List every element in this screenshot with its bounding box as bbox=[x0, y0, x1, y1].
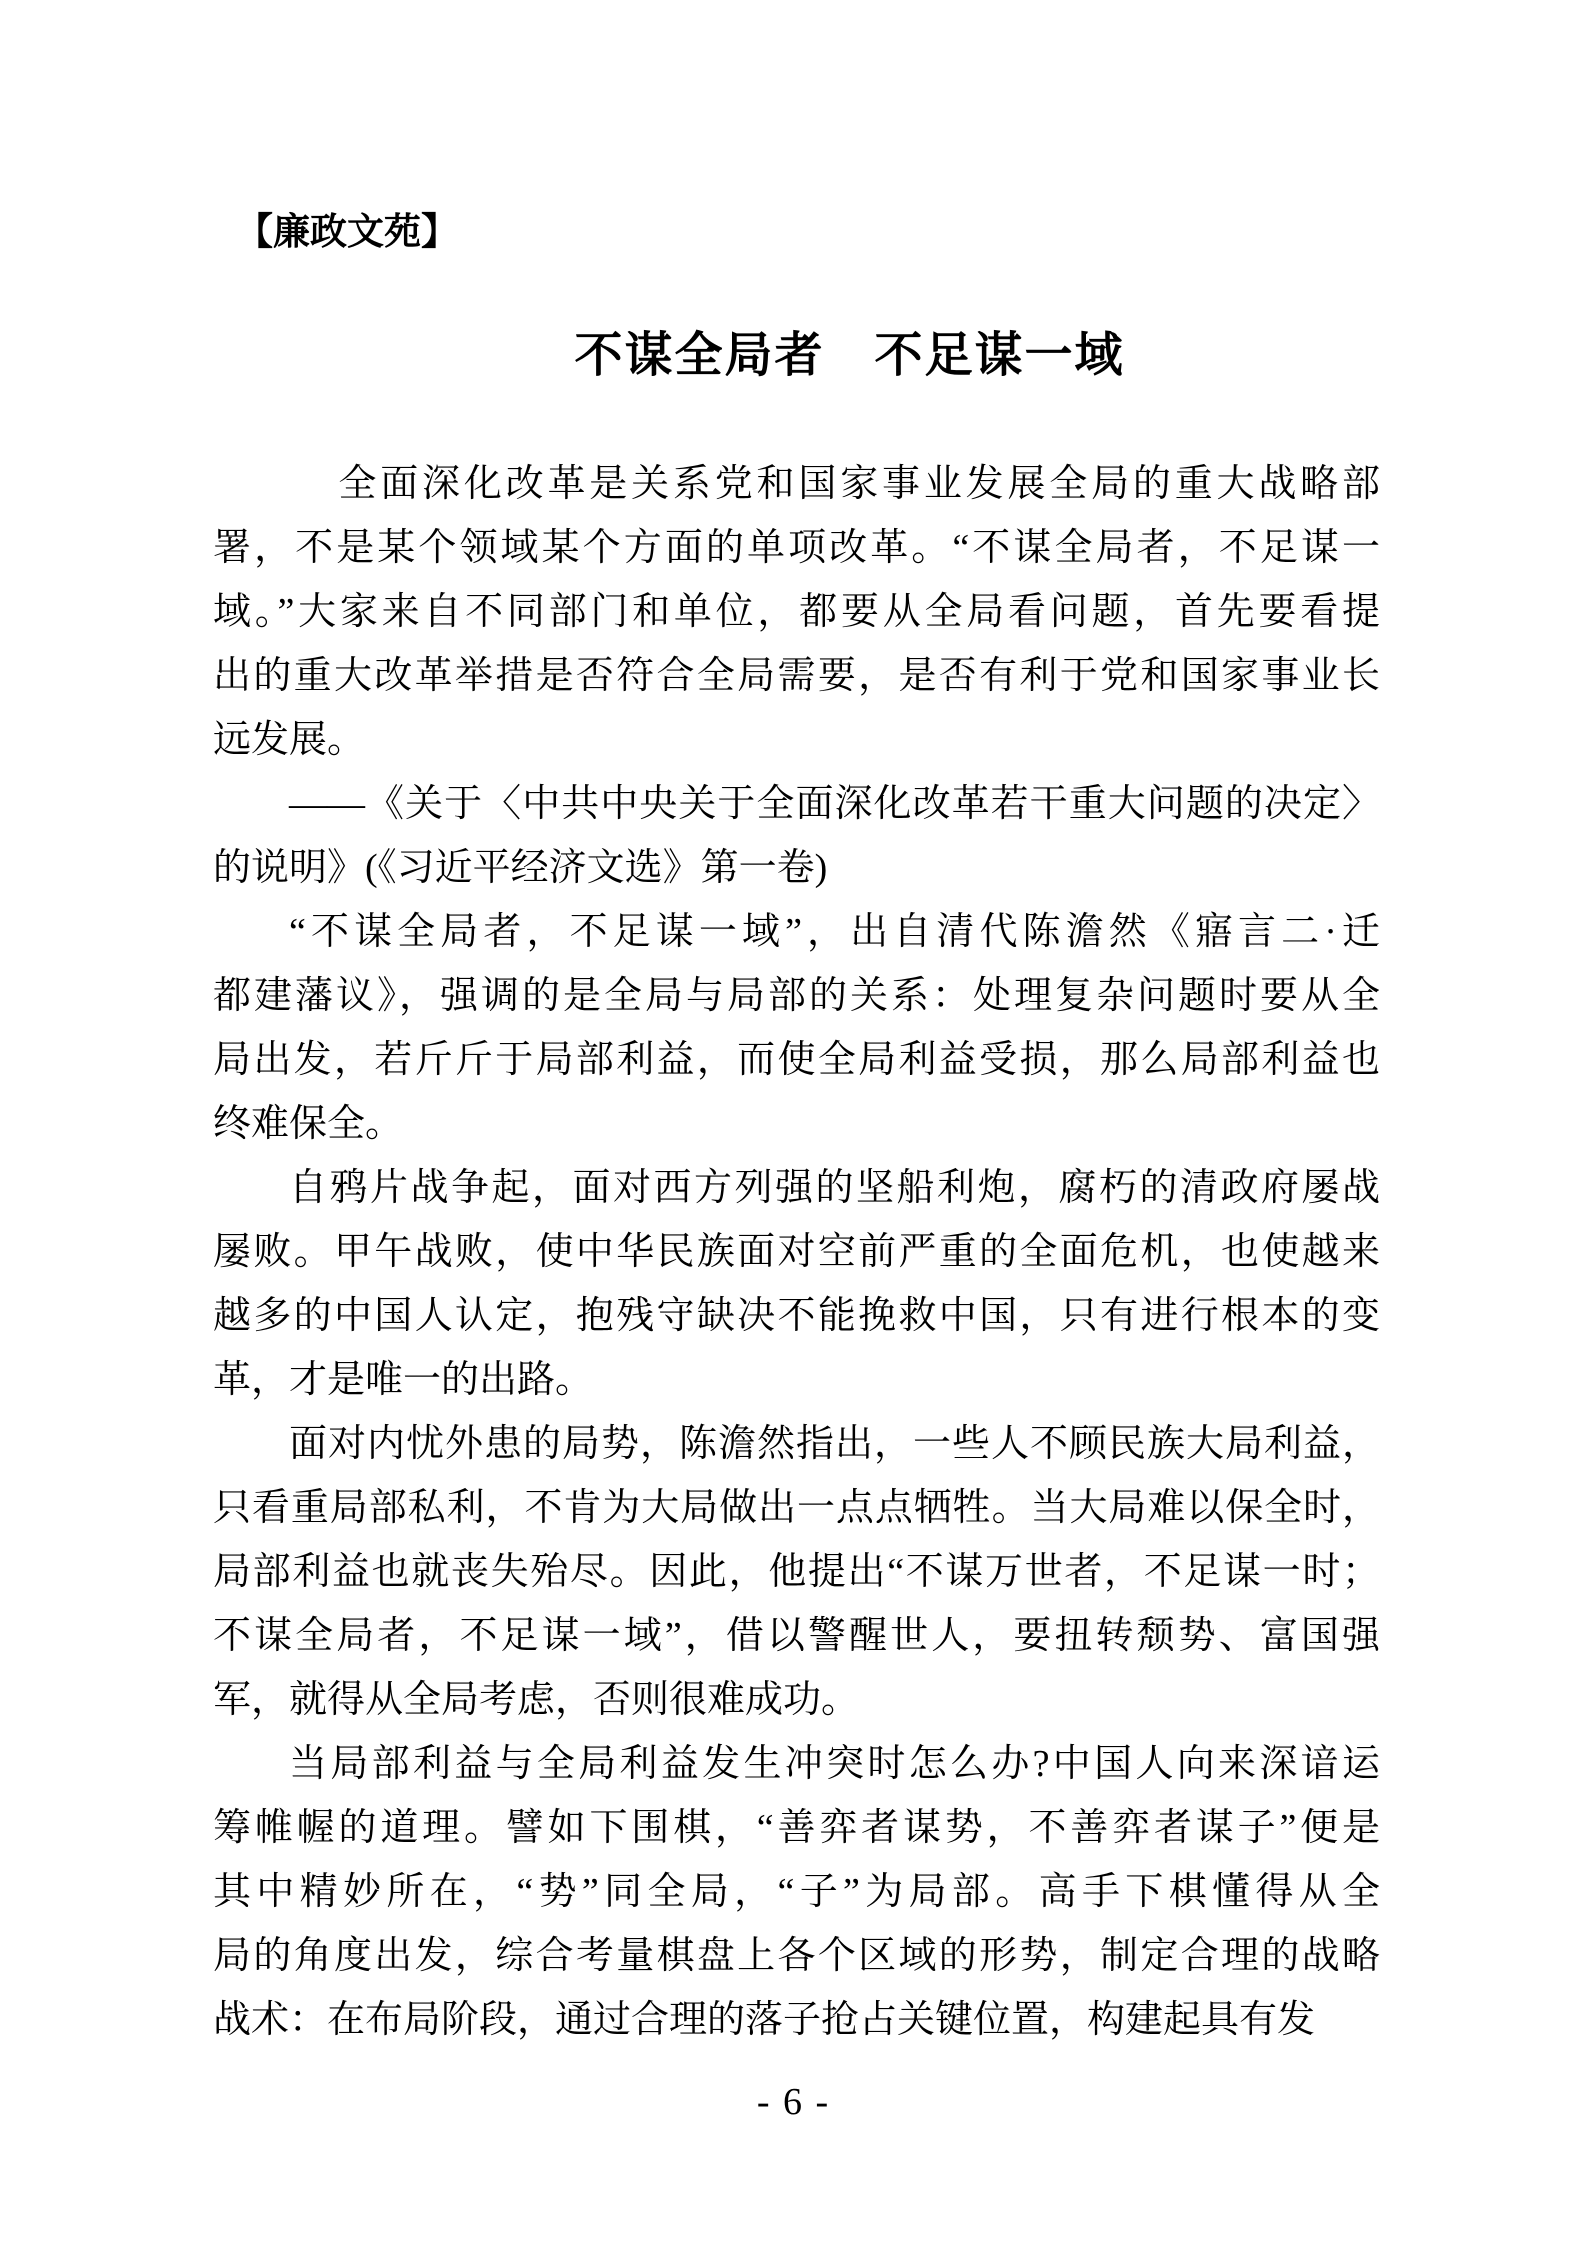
text-line: 终难保全。 bbox=[213, 1103, 404, 1145]
text-line: 署，不是某个领域某个方面的单项改革。“不谋全局者，不足谋一 bbox=[213, 527, 1380, 569]
text-line: 自鸦片战争起，面对西方列强的坚船利炮，腐朽的清政府屡战 bbox=[289, 1167, 1380, 1209]
document-body bbox=[213, 452, 1380, 2052]
paragraph-body bbox=[213, 1156, 1380, 1412]
text-line: 当局部利益与全局利益发生冲突时怎么办?中国人向来深谙运 bbox=[289, 1743, 1380, 1785]
text-line: 的说明》(《习近平经济文选》第一卷) bbox=[213, 847, 828, 889]
paragraph-body bbox=[213, 1732, 1380, 2052]
section-tag: 【廉政文苑】 bbox=[236, 212, 458, 253]
text-line: 都建藩议》，强调的是全局与局部的关系：处理复杂问题时要从全 bbox=[213, 975, 1380, 1017]
text-line: 局出发，若斤斤于局部利益，而使全局利益受损，那么局部利益也 bbox=[213, 1039, 1380, 1081]
paragraph-attribution bbox=[213, 772, 1380, 900]
paragraph-quote bbox=[213, 452, 1380, 772]
text-line: 面对内忧外患的局势，陈澹然指出，一些人不顾民族大局利益， bbox=[289, 1423, 1380, 1465]
text-line: “不谋全局者，不足谋一域”，出自清代陈澹然《寤言二·迁 bbox=[289, 911, 1380, 953]
text-line: 出的重大改革举措是否符合全局需要，是否有利于党和国家事业长 bbox=[213, 655, 1380, 697]
text-line: ——《关于〈中共中央关于全面深化改革若干重大问题的决定〉 bbox=[289, 783, 1380, 825]
text-line: 远发展。 bbox=[213, 719, 366, 761]
text-line: 筹帷幄的道理。譬如下围棋，“善弈者谋势，不善弈者谋子”便是 bbox=[213, 1807, 1380, 1849]
text-line: 屡败。甲午战败，使中华民族面对空前严重的全面危机，也使越来 bbox=[213, 1231, 1380, 1273]
document-title: 不谋全局者 不足谋一域 bbox=[574, 329, 1125, 382]
text-line: 局的角度出发，综合考量棋盘上各个区域的形势，制定合理的战略 bbox=[213, 1935, 1380, 1977]
text-line: 战术：在布局阶段，通过合理的落子抢占关键位置，构建起具有发 bbox=[213, 1999, 1316, 2041]
text-line: 不谋全局者，不足谋一域”，借以警醒世人，要扭转颓势、富国强 bbox=[213, 1615, 1380, 1657]
text-line: 其中精妙所在，“势”同全局，“子”为局部。高手下棋懂得从全 bbox=[213, 1871, 1380, 1913]
paragraph-body bbox=[213, 900, 1380, 1156]
text-line: 全面深化改革是关系党和国家事业发展全局的重大战略部 bbox=[338, 463, 1380, 505]
text-line: 域。”大家来自不同部门和单位，都要从全局看问题，首先要看提 bbox=[213, 591, 1380, 633]
text-line: 越多的中国人认定，抱残守缺决不能挽救中国，只有进行根本的变 bbox=[213, 1295, 1380, 1337]
text-line: 局部利益也就丧失殆尽。因此，他提出“不谋万世者，不足谋一时； bbox=[213, 1551, 1380, 1593]
text-line: 革，才是唯一的出路。 bbox=[213, 1359, 594, 1401]
text-line: 军，就得从全局考虑，否则很难成功。 bbox=[213, 1679, 860, 1721]
paragraph-body bbox=[213, 1412, 1380, 1732]
page-number: - 6 - bbox=[756, 2081, 831, 2123]
text-line: 只看重局部私利，不肯为大局做出一点点牺牲。当大局难以保全时， bbox=[213, 1487, 1380, 1529]
